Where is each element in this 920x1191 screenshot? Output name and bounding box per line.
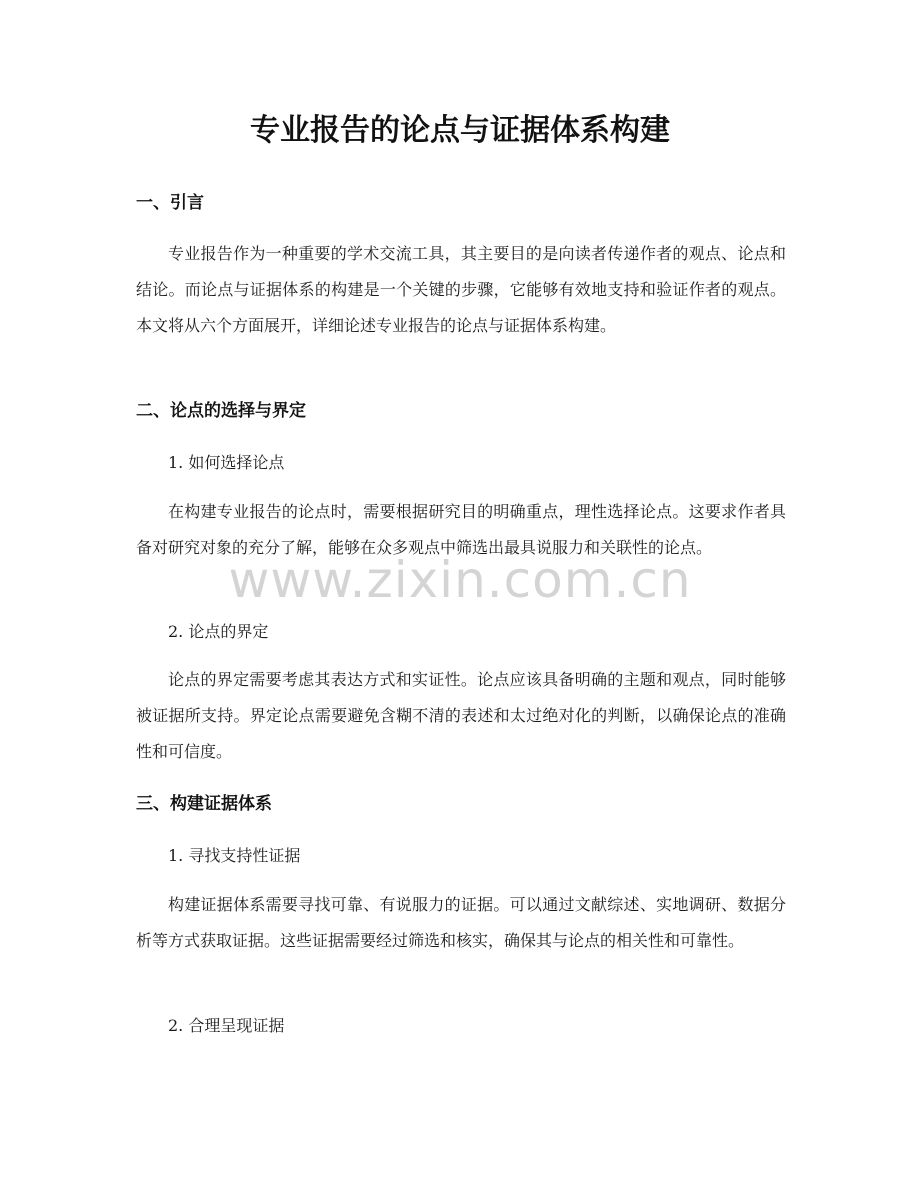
watermark-text: www.zixin.com.cn bbox=[228, 551, 692, 609]
document-title: 专业报告的论点与证据体系构建 bbox=[250, 113, 670, 148]
subheading-present-evidence: 2. 合理呈现证据 bbox=[168, 1016, 285, 1035]
section-heading-argument: 二、论点的选择与界定 bbox=[136, 401, 306, 421]
section-heading-intro: 一、引言 bbox=[136, 193, 204, 213]
paragraph-find-evidence: 构建证据体系需要寻找可靠、有说服力的证据。可以通过文献综述、实地调研、数据分析等方式获取证据。这些证据需要经过筛选和核实，确保其与论点的相关性和可靠性。 bbox=[136, 895, 786, 950]
paragraph-choose-argument: 在构建专业报告的论点时，需要根据研究目的明确重点，理性选择论点。这要求作者具备对研究对象的充分了解，能够在众多观点中筛选出最具说服力和关联性的论点。 bbox=[136, 502, 786, 557]
subheading-choose-argument: 1. 如何选择论点 bbox=[168, 453, 285, 472]
subheading-find-evidence: 1. 寻找支持性证据 bbox=[168, 846, 301, 865]
section-heading-evidence: 三、构建证据体系 bbox=[136, 794, 272, 814]
paragraph-intro: 专业报告作为一种重要的学术交流工具，其主要目的是向读者传递作者的观点、论点和结论。而论点与证据体系的构建是一个关键的步骤，它能够有效地支持和验证作者的观点。本文将从六个方面展开，详细论述专业报告的论点与证据体系构建。 bbox=[136, 244, 786, 335]
paragraph-define-argument: 论点的界定需要考虑其表达方式和实证性。论点应该具备明确的主题和观点，同时能够被证据所支持。界定论点需要避免含糊不清的表述和太过绝对化的判断，以确保论点的准确性和可信度。 bbox=[136, 670, 786, 761]
subheading-define-argument: 2. 论点的界定 bbox=[168, 622, 269, 641]
